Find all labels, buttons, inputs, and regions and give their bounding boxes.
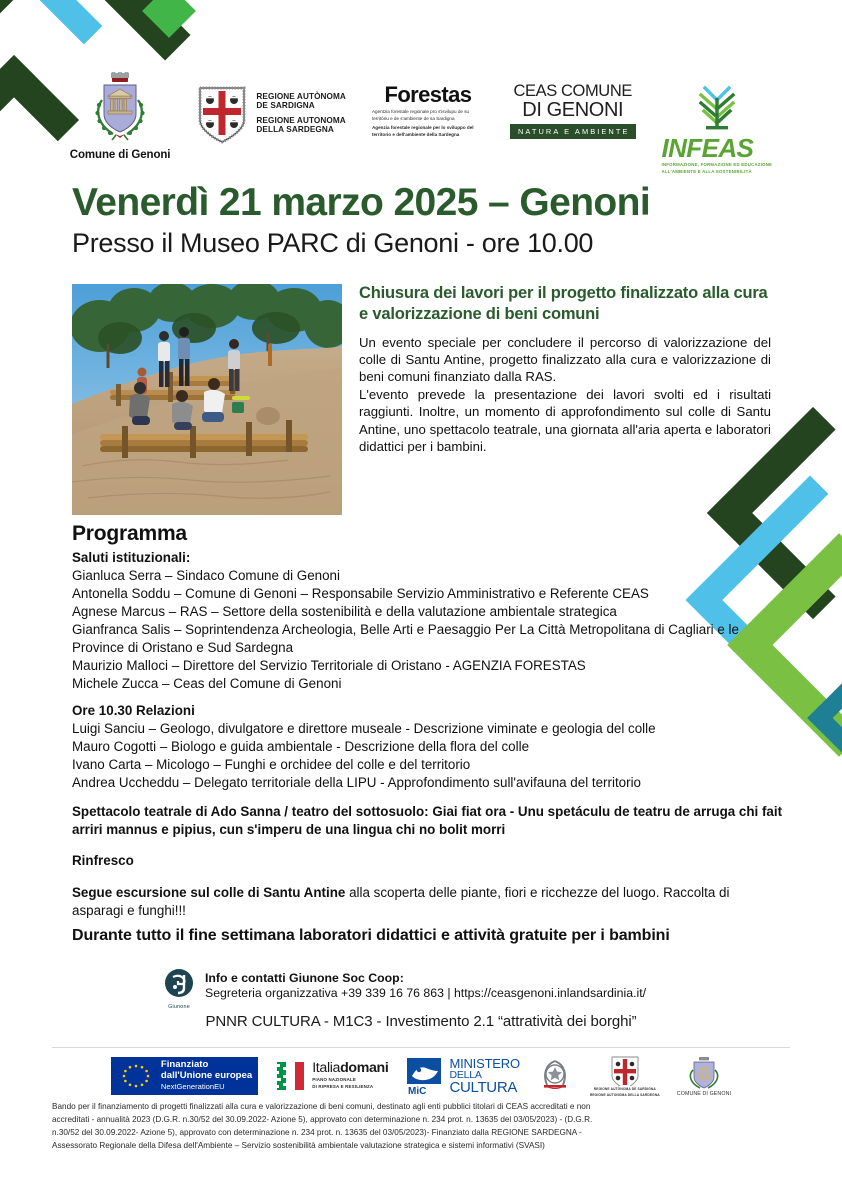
infeas-sub-line2: ALL'AMBIENTE E ALLA SOSTENIBILITÀ <box>661 169 752 175</box>
ceas-tagline: NATURA E AMBIENTE <box>510 124 636 139</box>
italiadomani-name <box>312 1061 388 1076</box>
pnnr-line: PNNR CULTURA - M1C3 - Investimento 2.1 “attratività dei borghi” <box>205 1013 637 1030</box>
intro-paragraph-2: L'evento prevede la presentazione dei lavori svolti ed i risultati raggiunti. Inoltre, un momento di approfondimento sul colle di Santu Antine, uno spettacolo teatrale, una giornata all'aria aperta e laboratori didattici per i bambini. <box>359 386 771 455</box>
forestas-sub-italian: Agenzia forestale regionale per lo sviluppo del territorio e dell'ambiente della Sardegna <box>371 125 474 137</box>
footer-divider <box>52 1047 790 1048</box>
comune-genoni-crest-icon <box>91 72 149 144</box>
fineprint-block <box>52 1101 790 1153</box>
logo-italiadomani <box>275 1058 388 1094</box>
intro-body <box>359 334 771 456</box>
fineprint-line-3: n.30/52 del 30.09.2022- Azione 5), approvato con determinazione n. 234 prot. n. 13635 del 03/05/2023)- Finanziato dalla REGIONE SARDEGNA - <box>52 1127 582 1137</box>
mic-text-block <box>449 1057 519 1096</box>
ceas-line1: CEAS COMUNE <box>513 82 632 100</box>
saluti-line: Michele Zucca – Ceas del Comune di Genoni <box>72 675 342 691</box>
italiadomani-sub-line1: PIANO NAZIONALE <box>312 1077 356 1083</box>
footer-logo-row <box>0 1052 842 1100</box>
contatti-block <box>162 968 646 1010</box>
saluti-line: Gianfranca Salis – Soprintendenza Archeologia, Belle Arti e Paesaggio Per La Città Metropolitana di Cagliari e le Province di Oristano e Sud Sardegna <box>72 621 739 655</box>
saluti-line: Antonella Soddu – Comune di Genoni – Responsabile Servizio Amministrativo e Referente CEAS <box>72 585 649 601</box>
eu-line3: NextGenerationEU <box>160 1082 225 1092</box>
giunone-logo-icon <box>164 968 194 998</box>
saluti-line: Maurizio Malloci – Direttore del Servizio Territoriale di Oristano - AGENZIA FORESTAS <box>72 657 586 673</box>
saluti-line: Gianluca Serra – Sindaco Comune di Genoni <box>72 567 340 583</box>
contatti-heading: Info e contatti Giunone Soc Coop: <box>205 971 404 985</box>
logo-infeas <box>662 82 773 176</box>
forestas-name: Forestas <box>384 82 472 107</box>
italia-flag-icon <box>275 1058 309 1094</box>
logo-ceas-comune-di-genoni <box>510 83 636 139</box>
sardinia-four-moors-icon <box>196 82 248 144</box>
relazioni-line: Ivano Carta – Micologo – Funghi e orchidee del colle e del territorio <box>72 756 471 772</box>
programma-saluti-block <box>72 549 784 693</box>
giunone-caption: Giunone <box>168 1004 190 1010</box>
italiadomani-name-bold: domani <box>340 1060 389 1077</box>
eu-text-block <box>161 1060 252 1091</box>
italiadomani-name-light: Italia <box>312 1060 341 1077</box>
diamond-green-top-left <box>142 0 196 38</box>
infeas-name: INFEAS <box>661 133 754 163</box>
eu-line2: dall'Unione europea <box>160 1070 253 1082</box>
comune-genoni-crest-footer-icon <box>688 1056 720 1090</box>
intro-paragraph-1: Un evento speciale per concludere il percorso di valorizzazione del colle di Santu Antine, progetto finalizzato alla cura e valorizzazione di beni comuni finanziato dalla RAS. <box>359 334 771 385</box>
ras-line4: DELLA SARDEGNA <box>256 124 334 134</box>
italiadomani-text <box>312 1061 388 1091</box>
ras-line2: DE SARDIGNA <box>256 101 315 111</box>
chevron-teal-small-right <box>807 681 842 755</box>
fineprint-line-2: accreditati - annualità 2023 (D.G.R. n.30/52 del 30.09.2022- Azione 5), approvato con determinazione n. 234 prot. n. 13635 del 03/05/2023) - (D.G.R. <box>52 1114 593 1124</box>
saluti-heading: Saluti istituzionali: <box>72 550 191 565</box>
infeas-tree-icon <box>695 82 739 132</box>
infeas-text-block <box>661 133 773 176</box>
genoni-footer-caption: COMUNE DI GENONI <box>676 1090 732 1097</box>
relazioni-line: Mauro Cogotti – Biologo e guida ambientale - Descrizione della flora del colle <box>72 738 530 754</box>
header-logo-row <box>0 72 842 175</box>
logo-eu-nextgeneration <box>111 1057 258 1095</box>
logo-forestas <box>372 84 484 139</box>
event-subtitle: Presso il Museo PARC di Genoni - ore 10.00 <box>72 228 594 258</box>
mic-line2: DELLA <box>449 1068 482 1081</box>
ras-footer-caption-2: REGIONE AUTONOMA DELLA SARDEGNA <box>589 1093 660 1097</box>
ras-line3: REGIONE AUTONOMA <box>256 115 346 125</box>
programma-relazioni-block <box>72 702 784 792</box>
logo-genoni-label: Comune di Genoni <box>69 149 171 161</box>
intro-heading: Chiusura dei lavori per il progetto finalizzato alla cura e valorizzazione di beni comuni <box>359 284 768 323</box>
ras-line1: REGIONE AUTÒNOMA <box>256 91 346 101</box>
italiadomani-sub-line2: DI RIPRESA E RESILIENZA <box>312 1084 374 1090</box>
escursione-block <box>72 884 784 920</box>
mic-line1: MINISTERO <box>449 1055 520 1071</box>
logo-comune-genoni-footer <box>677 1056 731 1097</box>
infeas-sub-line1: INFORMAZIONE, FORMAZIONE ED EDUCAZIONE <box>661 161 773 167</box>
sardinia-four-moors-footer-icon <box>610 1054 640 1086</box>
ras-logo-text <box>256 92 346 135</box>
eu-line1: Finanziato <box>160 1059 209 1071</box>
spettacolo-teatrale: Spettacolo teatrale di Ado Sanna / teatro del sottosuolo: Giai fiat ora - Unu spetáculu de teatru de arruga chi fait arriri mannus e pipius, cun s'imperu de una lingua chi no bolit morri <box>72 804 783 837</box>
hillside-work-photo-illustration <box>72 284 342 515</box>
rinfresco: Rinfresco <box>72 853 134 868</box>
repubblica-emblem-icon <box>537 1057 573 1095</box>
contatti-details[interactable]: Segreteria organizzativa +39 339 16 76 863 | https://ceasgenoni.inlandsardinia.it/ <box>205 986 647 1000</box>
event-title: Venerdì 21 marzo 2025 – Genoni <box>72 181 651 224</box>
mic-mark-text: MiC <box>408 1086 427 1096</box>
escursione-rest: alla scoperta delle piante, fiori e ricchezze del luogo. Raccolta di asparagi e funghi!!! <box>72 885 730 918</box>
logo-ministero-della-cultura <box>405 1056 519 1096</box>
programma-heading: Programma <box>72 522 187 545</box>
fineprint-line-4: Assessorato Regionale della Difesa dell'Ambiente – Servizio sostenibilità ambientale valutazione strategica e sistemi informativi (SVASI) <box>52 1140 545 1150</box>
mic-emblem-icon <box>405 1056 445 1096</box>
ceas-line2: DI GENONI <box>522 98 624 121</box>
relazioni-heading: Ore 10.30 Relazioni <box>72 703 195 718</box>
logo-giunone <box>162 968 196 1010</box>
logo-regione-autonoma-sardegna <box>196 72 346 144</box>
laboratori-notice: Durante tutto il fine settimana laboratori didattici e attività gratuite per i bambini <box>72 927 670 944</box>
logo-comune-di-genoni <box>70 72 171 161</box>
escursione-bold: Segue escursione sul colle di Santu Antine <box>72 885 346 900</box>
mic-line3: CULTURA <box>449 1079 518 1097</box>
relazioni-line: Andrea Uccheddu – Delegato territoriale della LIPU - Approfondimento sull'avifauna del territorio <box>72 774 642 790</box>
logo-repubblica-italiana <box>537 1057 573 1095</box>
eu-stars-icon <box>115 1061 157 1091</box>
event-photo <box>72 284 342 515</box>
ras-footer-caption-1: REGIONE AUTÒNOMA DE SARDIGNA <box>593 1087 656 1092</box>
logo-ras-footer <box>590 1054 660 1098</box>
relazioni-line: Luigi Sanciu – Geologo, divulgatore e direttore museale - Descrizione viminate e geologia del colle <box>72 720 656 736</box>
saluti-line: Agnese Marcus – RAS – Settore della sostenibilità e della valutazione ambientale strategica <box>72 603 617 619</box>
contatti-text <box>205 968 646 1000</box>
fineprint-line-1: Bando per il finanziamento di progetti finalizzati alla cura e valorizzazione di beni comuni, destinato agli enti pubblici titolari di CEAS accreditati e non <box>52 1102 591 1111</box>
intro-block <box>359 283 771 456</box>
forestas-sub-sardinian: Agentzia forestale regionale pro s'isvilupu de su territòriu e de s'ambiente de sa Sardigna <box>371 109 470 121</box>
